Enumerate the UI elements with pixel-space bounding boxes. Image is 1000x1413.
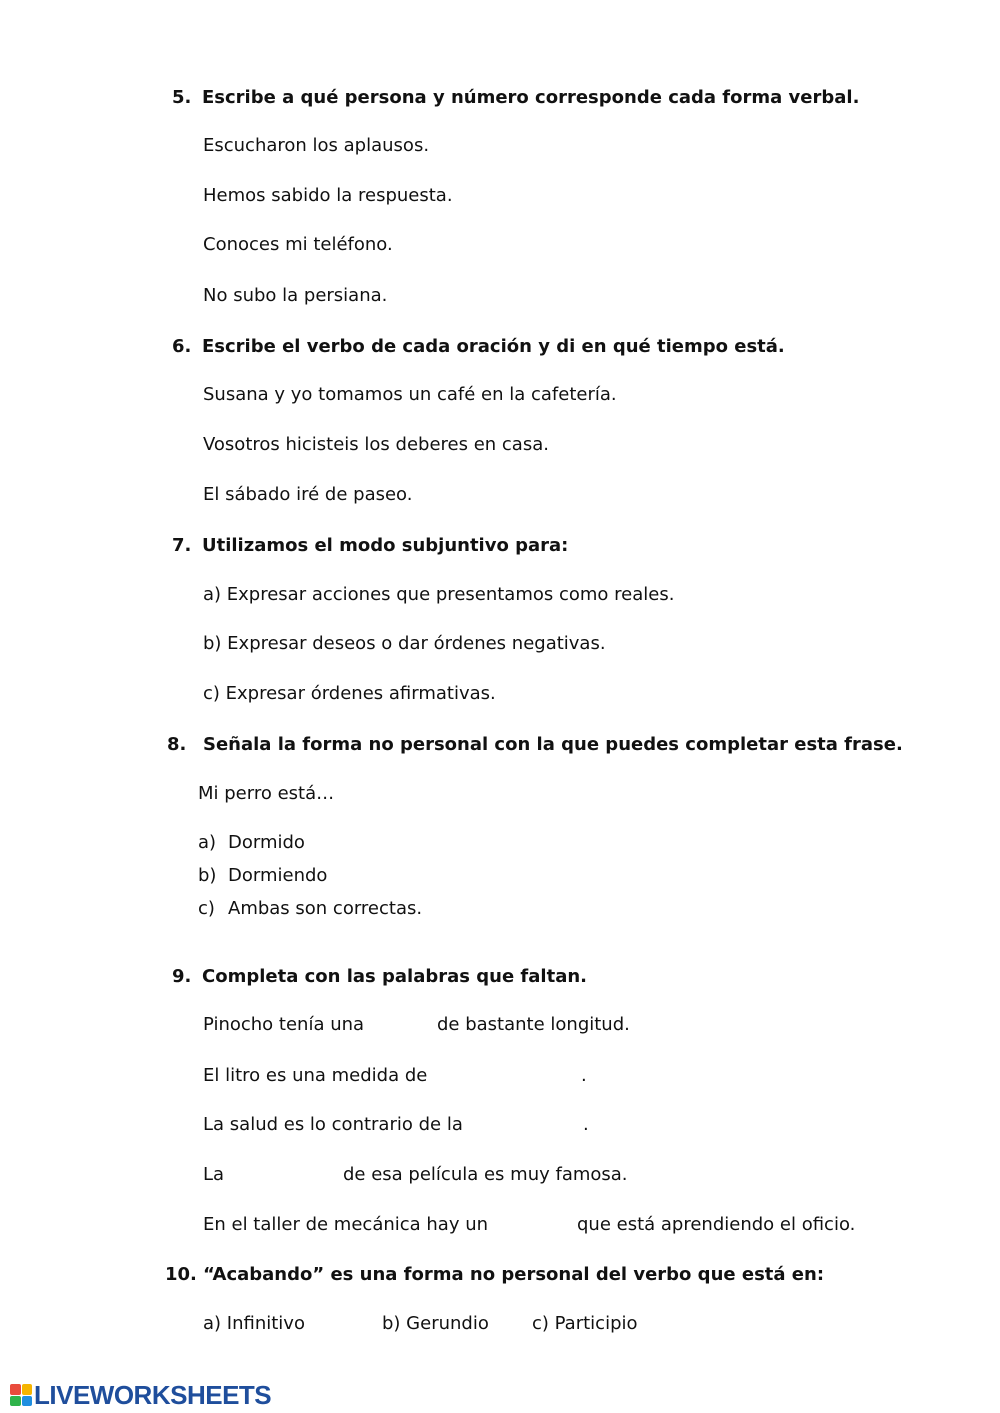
question-number: 5. bbox=[172, 87, 192, 108]
question-9-prompt bbox=[172, 965, 587, 989]
question-text: Utilizamos el modo subjuntivo para: bbox=[202, 535, 569, 556]
question-text: “Acabando” es una forma no personal del verbo que está en: bbox=[203, 1264, 825, 1285]
q9-item-5-before: En el taller de mecánica hay un bbox=[203, 1214, 489, 1235]
q7-option-c[interactable]: c) Expresar órdenes afirmativas. bbox=[203, 683, 496, 704]
q6-item-2: Vosotros hicisteis los deberes en casa. bbox=[203, 434, 549, 455]
q5-item-4: No subo la persiana. bbox=[203, 285, 388, 306]
q5-item-2: Hemos sabido la respuesta. bbox=[203, 185, 453, 206]
q10-option-c[interactable]: c) Participio bbox=[532, 1313, 638, 1334]
question-number: 8. bbox=[167, 734, 187, 755]
logo-square-yellow bbox=[22, 1384, 33, 1395]
question-number: 9. bbox=[172, 966, 192, 987]
q5-item-3: Conoces mi teléfono. bbox=[203, 234, 393, 255]
q8-sentence: Mi perro está… bbox=[198, 783, 335, 804]
option-text: Dormiendo bbox=[228, 865, 328, 886]
liveworksheets-logo-icon bbox=[10, 1384, 32, 1406]
q9-item-2-before: El litro es una medida de bbox=[203, 1065, 428, 1086]
question-number: 10. bbox=[165, 1264, 197, 1285]
question-7-prompt bbox=[172, 534, 568, 558]
q8-option-b[interactable] bbox=[198, 864, 327, 888]
q8-option-a[interactable] bbox=[198, 831, 305, 855]
q9-item-4-before: La bbox=[203, 1164, 225, 1185]
question-text: Escribe el verbo de cada oración y di en qué tiempo está. bbox=[202, 336, 785, 357]
question-5-prompt bbox=[172, 86, 859, 110]
q9-item-3-before: La salud es lo contrario de la bbox=[203, 1114, 463, 1135]
q6-item-3: El sábado iré de paseo. bbox=[203, 484, 413, 505]
q9-item-4-after: de esa película es muy famosa. bbox=[343, 1164, 628, 1185]
logo-text: LIVEWORKSHEETS bbox=[34, 1379, 272, 1410]
q10-option-a[interactable]: a) Infinitivo bbox=[203, 1313, 305, 1334]
q9-item-5-after: que está aprendiendo el oficio. bbox=[577, 1214, 856, 1235]
option-letter: a) bbox=[198, 832, 217, 853]
option-text: Ambas son correctas. bbox=[228, 898, 423, 919]
q6-item-1: Susana y yo tomamos un café en la cafetería. bbox=[203, 384, 617, 405]
liveworksheets-logo bbox=[10, 1380, 271, 1410]
option-letter: c) bbox=[198, 898, 215, 919]
question-text: Completa con las palabras que faltan. bbox=[202, 966, 587, 987]
logo-square-red bbox=[10, 1384, 21, 1395]
q9-item-1-before: Pinocho tenía una bbox=[203, 1014, 365, 1035]
q10-option-b[interactable]: b) Gerundio bbox=[382, 1313, 489, 1334]
question-8-prompt bbox=[167, 733, 903, 757]
q7-option-a[interactable]: a) Expresar acciones que presentamos como reales. bbox=[203, 584, 675, 605]
logo-square-blue bbox=[22, 1396, 33, 1407]
question-10-prompt bbox=[165, 1263, 824, 1287]
q5-item-1: Escucharon los aplausos. bbox=[203, 135, 430, 156]
q9-item-2-after: . bbox=[581, 1065, 587, 1086]
q9-item-3-after: . bbox=[583, 1114, 589, 1135]
question-number: 7. bbox=[172, 535, 192, 556]
logo-square-green bbox=[10, 1396, 21, 1407]
q9-item-1-after: de bastante longitud. bbox=[437, 1014, 630, 1035]
question-text: Escribe a qué persona y número corresponde cada forma verbal. bbox=[202, 87, 860, 108]
q8-option-c[interactable] bbox=[198, 897, 422, 921]
question-number: 6. bbox=[172, 336, 192, 357]
q7-option-b[interactable]: b) Expresar deseos o dar órdenes negativas. bbox=[203, 633, 606, 654]
question-text: Señala la forma no personal con la que puedes completar esta frase. bbox=[203, 734, 903, 755]
option-letter: b) bbox=[198, 865, 217, 886]
question-6-prompt bbox=[172, 335, 785, 359]
option-text: Dormido bbox=[228, 832, 305, 853]
